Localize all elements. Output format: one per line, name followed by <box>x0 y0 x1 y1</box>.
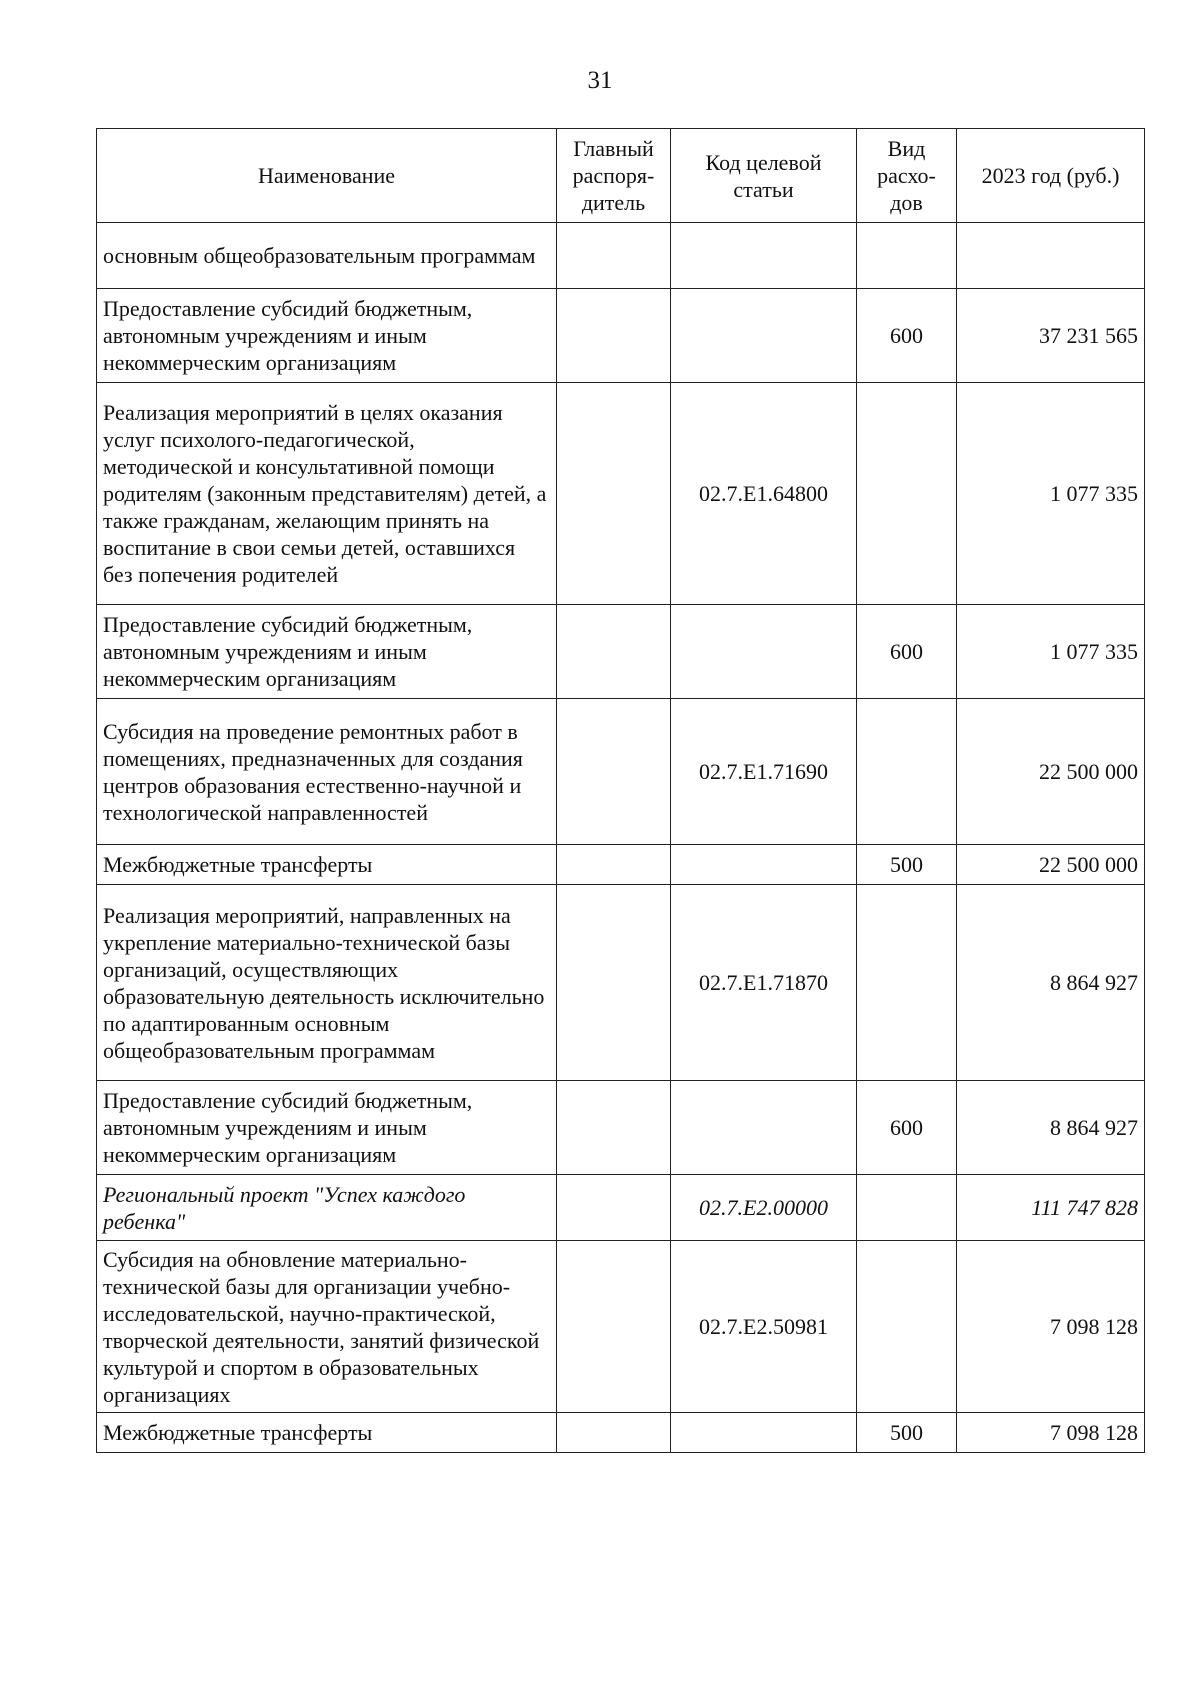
cell-amount <box>957 223 1145 289</box>
cell-expense-type: 500 <box>857 845 957 885</box>
cell-target-code: 02.7.E2.00000 <box>671 1175 857 1241</box>
cell-amount: 8 864 927 <box>957 1081 1145 1175</box>
cell-target-code: 02.7.E1.64800 <box>671 383 857 605</box>
cell-expense-type: 600 <box>857 289 957 383</box>
cell-name: Предоставление субсидий бюджетным, автономным учреждениям и иным некоммерческим организациям <box>97 289 557 383</box>
cell-main-manager <box>557 1081 671 1175</box>
header-target-code: Код целевой статьи <box>671 129 857 223</box>
table-row <box>97 1081 1145 1175</box>
cell-target-code <box>671 223 857 289</box>
cell-target-code <box>671 1413 857 1453</box>
cell-expense-type <box>857 383 957 605</box>
cell-target-code <box>671 289 857 383</box>
header-name: Наименование <box>97 129 557 223</box>
cell-name: Субсидия на проведение ремонтных работ в помещениях, предназначенных для создания центров образования естественно-научной и технологической направленностей <box>97 699 557 845</box>
table-header <box>97 129 1145 223</box>
cell-amount: 22 500 000 <box>957 699 1145 845</box>
cell-main-manager <box>557 845 671 885</box>
cell-name: Межбюджетные трансферты <box>97 845 557 885</box>
cell-amount: 22 500 000 <box>957 845 1145 885</box>
header-main-manager: Главный распоря-дитель <box>557 129 671 223</box>
cell-amount: 7 098 128 <box>957 1241 1145 1413</box>
table-row <box>97 289 1145 383</box>
cell-target-code <box>671 605 857 699</box>
cell-main-manager <box>557 885 671 1081</box>
cell-main-manager <box>557 1241 671 1413</box>
cell-expense-type <box>857 223 957 289</box>
cell-name: Субсидия на обновление материально-технической базы для организации учебно-исследовательской, научно-практической, творческой деятельности, занятий физической культурой и спортом в образовательных организациях <box>97 1241 557 1413</box>
cell-name: Межбюджетные трансферты <box>97 1413 557 1453</box>
cell-target-code: 02.7.E1.71690 <box>671 699 857 845</box>
cell-main-manager <box>557 605 671 699</box>
cell-name: Реализация мероприятий, направленных на укрепление материально-технической базы организаций, осуществляющих образовательную деятельность исключительно по адаптированным основным общеобразовательным программам <box>97 885 557 1081</box>
table-row <box>97 605 1145 699</box>
cell-expense-type: 600 <box>857 1081 957 1175</box>
table-row <box>97 1175 1145 1241</box>
table-row <box>97 845 1145 885</box>
cell-expense-type <box>857 1241 957 1413</box>
cell-main-manager <box>557 1413 671 1453</box>
budget-table <box>96 128 1145 1453</box>
cell-target-code: 02.7.E1.71870 <box>671 885 857 1081</box>
cell-amount: 37 231 565 <box>957 289 1145 383</box>
cell-name: Предоставление субсидий бюджетным, автономным учреждениям и иным некоммерческим организациям <box>97 605 557 699</box>
cell-name: Региональный проект "Успех каждого ребенка" <box>97 1175 557 1241</box>
table-body <box>97 223 1145 1453</box>
cell-expense-type <box>857 699 957 845</box>
table-row <box>97 1241 1145 1413</box>
cell-amount: 8 864 927 <box>957 885 1145 1081</box>
cell-amount: 1 077 335 <box>957 605 1145 699</box>
header-expense-type: Вид расхо-дов <box>857 129 957 223</box>
cell-main-manager <box>557 699 671 845</box>
cell-expense-type: 600 <box>857 605 957 699</box>
table-row <box>97 1413 1145 1453</box>
cell-target-code <box>671 1081 857 1175</box>
cell-name: основным общеобразовательным программам <box>97 223 557 289</box>
table-row <box>97 383 1145 605</box>
cell-expense-type <box>857 1175 957 1241</box>
cell-amount: 7 098 128 <box>957 1413 1145 1453</box>
table-row <box>97 885 1145 1081</box>
cell-main-manager <box>557 289 671 383</box>
cell-name: Реализация мероприятий в целях оказания услуг психолого-педагогической, методической и консультативной помощи родителям (законным представителям) детей, а также гражданам, желающим принять на воспитание в свои семьи детей, оставшихся без попечения родителей <box>97 383 557 605</box>
header-year-2023: 2023 год (руб.) <box>957 129 1145 223</box>
cell-expense-type: 500 <box>857 1413 957 1453</box>
table-row <box>97 223 1145 289</box>
cell-main-manager <box>557 223 671 289</box>
cell-main-manager <box>557 1175 671 1241</box>
table-row <box>97 699 1145 845</box>
cell-target-code: 02.7.E2.50981 <box>671 1241 857 1413</box>
cell-amount: 1 077 335 <box>957 383 1145 605</box>
cell-name: Предоставление субсидий бюджетным, автономным учреждениям и иным некоммерческим организациям <box>97 1081 557 1175</box>
cell-amount: 111 747 828 <box>957 1175 1145 1241</box>
cell-target-code <box>671 845 857 885</box>
cell-expense-type <box>857 885 957 1081</box>
cell-main-manager <box>557 383 671 605</box>
page-number: 31 <box>587 67 613 94</box>
